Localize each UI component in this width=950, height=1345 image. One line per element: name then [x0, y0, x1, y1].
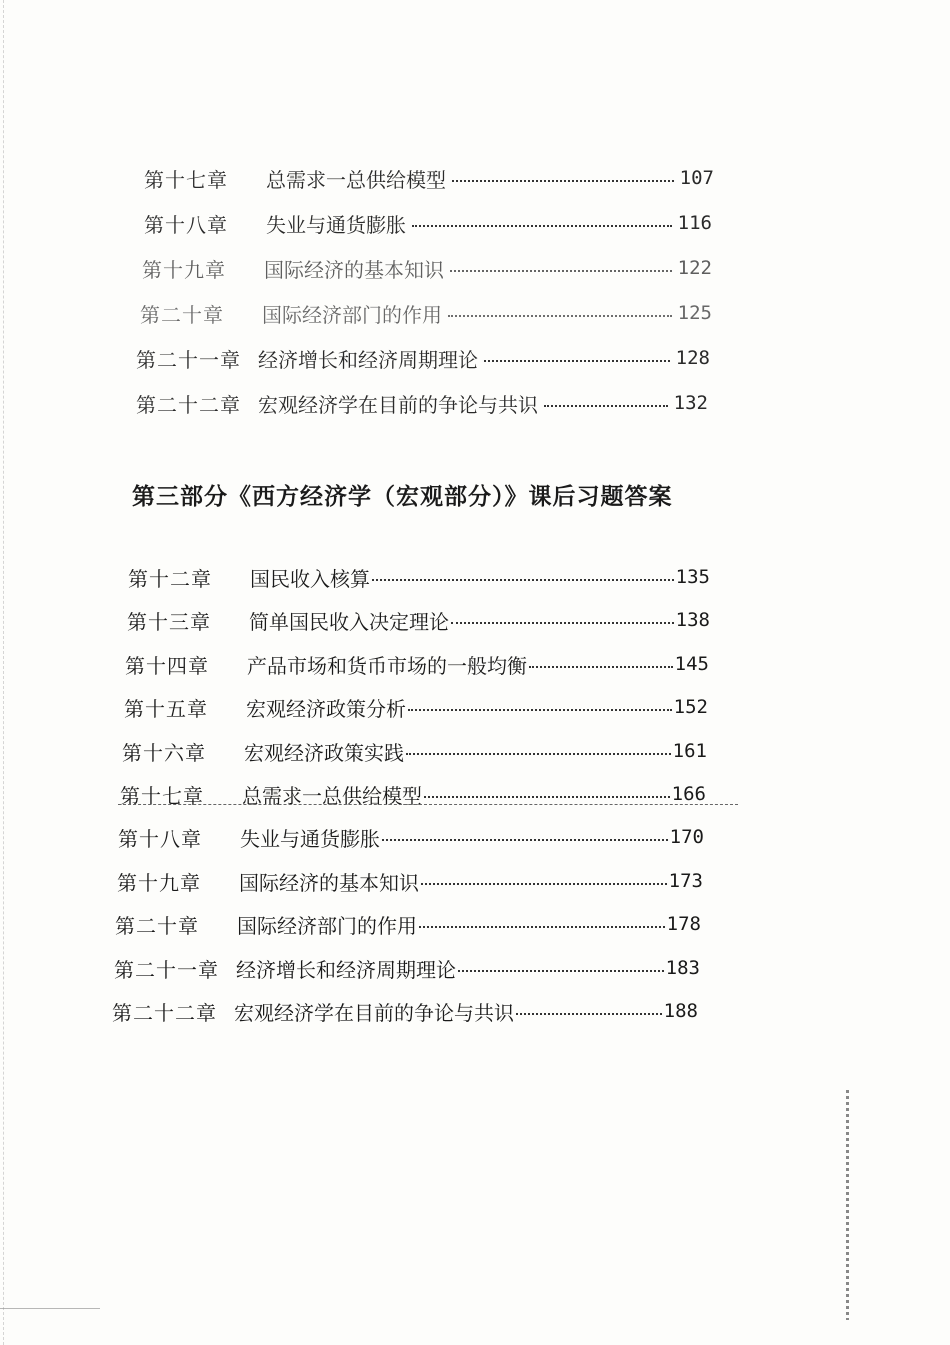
toc-entry [115, 907, 701, 941]
dot-leader [450, 270, 672, 272]
chapter-number: 第十六章 [122, 740, 206, 765]
page-number: 188 [663, 1000, 698, 1022]
page-number: 116 [677, 212, 712, 234]
toc-entry [120, 777, 706, 811]
chapter-title: 总需求一总供给模型 [242, 783, 422, 808]
section-heading: 第三部分《西方经济学（宏观部分）》课后习题答案 [132, 484, 673, 510]
chapter-title: 经济增长和经济周期理论 [236, 957, 456, 982]
chapter-number: 第二十章 [140, 302, 224, 327]
toc-entry [136, 341, 710, 375]
chapter-title: 产品市场和货币市场的一般均衡 [247, 653, 527, 678]
toc-entry [144, 161, 714, 195]
dot-leader [458, 970, 664, 972]
toc-entry [117, 864, 703, 898]
chapter-title: 失业与通货膨胀 [266, 212, 406, 237]
chapter-title: 总需求一总供给模型 [266, 167, 446, 192]
chapter-number: 第十四章 [125, 653, 209, 678]
chapter-number: 第二十一章 [136, 347, 241, 372]
chapter-number: 第十五章 [124, 696, 208, 721]
page-number: 166 [671, 783, 706, 805]
chapter-title: 国际经济部门的作用 [262, 302, 442, 327]
chapter-number: 第十九章 [117, 870, 201, 895]
dot-leader [484, 360, 670, 362]
dot-leader [406, 753, 671, 755]
toc-entry [125, 647, 709, 681]
chapter-number: 第二十一章 [114, 957, 219, 982]
toc-entry [128, 560, 710, 594]
toc-entry [112, 994, 698, 1028]
chapter-title: 国际经济部门的作用 [237, 913, 417, 938]
page-number: 161 [672, 740, 707, 762]
dot-leader [382, 839, 668, 841]
toc-entry [136, 386, 708, 420]
scan-edge-artifact [3, 0, 6, 1345]
page-number: 107 [679, 167, 714, 189]
chapter-number: 第十三章 [127, 609, 211, 634]
page-number: 152 [673, 696, 708, 718]
page-number: 132 [673, 392, 708, 414]
toc-entry [140, 296, 712, 330]
dot-leader [451, 622, 674, 624]
dot-leader [424, 796, 670, 798]
chapter-title: 宏观经济学在目前的争论与共识 [258, 392, 538, 417]
toc-entry [142, 251, 712, 285]
toc-entry [114, 951, 700, 985]
dot-leader [516, 1013, 662, 1015]
toc-entry [118, 820, 704, 854]
scan-crease-line [118, 804, 738, 805]
chapter-number: 第十二章 [128, 566, 212, 591]
page-number: 183 [665, 957, 700, 979]
chapter-title: 简单国民收入决定理论 [249, 609, 449, 634]
chapter-title: 国际经济的基本知识 [264, 257, 444, 282]
dot-leader [421, 883, 667, 885]
chapter-title: 宏观经济学在目前的争论与共识 [234, 1000, 514, 1025]
page-number: 138 [675, 609, 710, 631]
toc-entry [122, 734, 707, 768]
page-number: 178 [666, 913, 701, 935]
chapter-number: 第十九章 [142, 257, 226, 282]
chapter-number: 第二十二章 [112, 1000, 217, 1025]
chapter-title: 经济增长和经济周期理论 [258, 347, 478, 372]
toc-entry [144, 206, 712, 240]
chapter-number: 第十七章 [120, 783, 204, 808]
chapter-number: 第十七章 [144, 167, 228, 192]
page-number: 145 [674, 653, 709, 675]
page-number: 125 [677, 302, 712, 324]
dot-leader [372, 579, 674, 581]
scan-edge-artifact-right [846, 1090, 849, 1320]
dot-leader [419, 926, 665, 928]
chapter-number: 第二十二章 [136, 392, 241, 417]
chapter-number: 第二十章 [115, 913, 199, 938]
chapter-title: 宏观经济政策实践 [244, 740, 404, 765]
page-number: 135 [675, 566, 710, 588]
chapter-title: 失业与通货膨胀 [240, 826, 380, 851]
chapter-number: 第十八章 [118, 826, 202, 851]
toc-entry [127, 603, 710, 637]
dot-leader [452, 180, 674, 182]
chapter-title: 国民收入核算 [250, 566, 370, 591]
page-number: 170 [669, 826, 704, 848]
chapter-title: 国际经济的基本知识 [239, 870, 419, 895]
dot-leader [408, 709, 672, 711]
page-number: 122 [677, 257, 712, 279]
chapter-title: 宏观经济政策分析 [246, 696, 406, 721]
dot-leader [544, 405, 668, 407]
page-number: 128 [675, 347, 710, 369]
scan-bottom-line [0, 1308, 100, 1309]
dot-leader [412, 225, 672, 227]
dot-leader [448, 315, 672, 317]
toc-entry [124, 690, 708, 724]
page-number: 173 [668, 870, 703, 892]
chapter-number: 第十八章 [144, 212, 228, 237]
dot-leader [529, 666, 673, 668]
